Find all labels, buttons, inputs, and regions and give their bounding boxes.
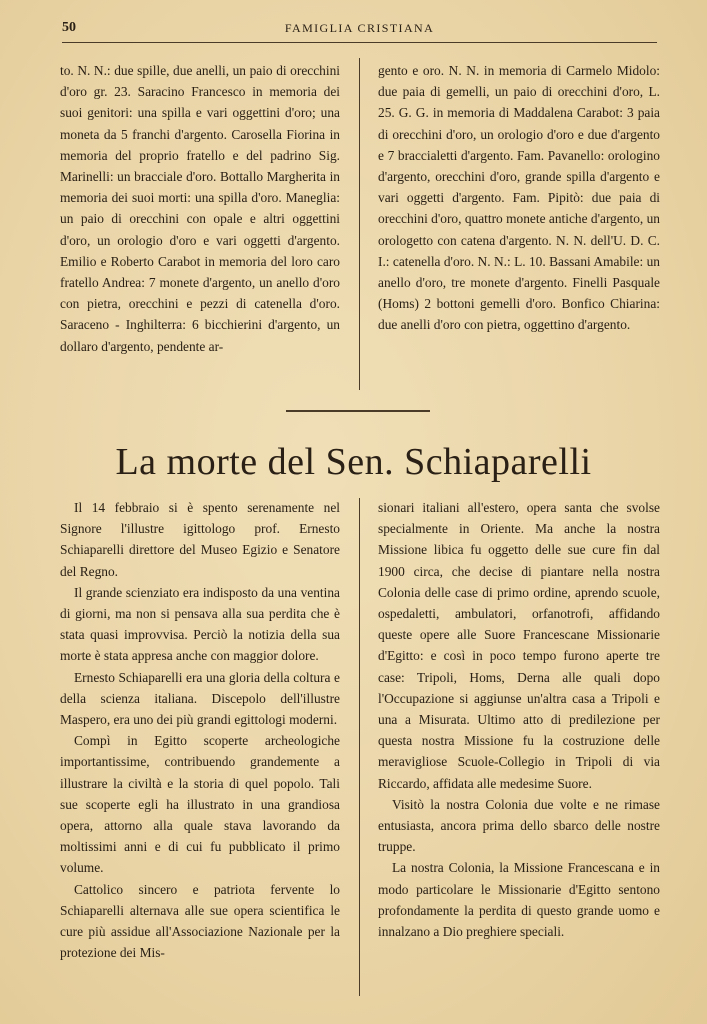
article-paragraph: La nostra Colonia, la Missione Francescana e in modo particolare le Missionarie d'Egitto sentono profondamente la perdita di questo grande uomo e innalzano a Dio preghiere speciali. xyxy=(378,860,660,940)
section-separator xyxy=(286,410,430,412)
article-paragraph: Compì in Egitto scoperte archeologiche importantissime, contribuendo grandemente a illustrare la civiltà e la storia di quel popolo. Tali sue scoperte egli ha illustrato in una grandiosa opera, attorno alla quale stava lavorando da moltissimi anni e di cui fu pubblicato il primo volume. xyxy=(60,733,340,876)
donations-column-left xyxy=(60,60,340,357)
article-paragraph: Il grande scienziato era indisposto da una ventina di giorni, ma non si pensava alla sua perdita che è stata quasi improvvisa. Perciò la notizia della sua morte è stata appresa anche con maggior dolore. xyxy=(60,584,340,664)
running-head: FAMIGLIA CRISTIANA xyxy=(284,21,435,35)
article-paragraph: Cattolico sincero e patriota fervente lo Schiaparelli alternava alle sue opera scientifica le cure più assidue all'Associazione Nazionale per la protezione dei Mis- xyxy=(60,881,340,961)
article-paragraph: sionari italiani all'estero, opera santa che svolse specialmente in Oriente. Ma anche la nostra Missione libica fu oggetto delle sue cure fin dal 1900 circa, che decise di piantare nella nostra Colonia delle case di primo ordine, aprendo scuole, ospedaletti, ambulatori, orfanotrofi, affidando queste opere alle Suore Francescane Missionarie d'Egitto: e così in poco tempo furono aperte tre case: Tripoli, Homs, Derna alle quali dopo l'Occupazione si aggiunse un'altra casa a Tripoli e una a Misurata. Ultimo atto di predilezione per questa nostra Missione fu la costruzione delle meravigliose Scuole-Collegio in Tripoli di via Riccardo, affidata alle medesime Suore. xyxy=(378,500,660,791)
article-column-left xyxy=(60,497,340,963)
donations-text-right: gento e oro. N. N. in memoria di Carmelo Midolo: due paia di gemelli, un paio di orecchini d'oro, L. 25. G. G. in memoria di Maddalena Carabot: 3 paia di orecchini d'oro, un orologio d'oro e due d'argento e 7 braccialetti d'argento. Fam. Pavanello: orologino d'argento, orecchini d'oro, grande spilla d'argento e vari oggetti d'argento. Fam. Pipitò: due paia di orecchini d'oro, quattro monete antiche d'argento, un orologetto con catena d'argento. N. N. dell'U. D. C. I.: catenella d'oro. N. N.: L. 10. Bassani Amabile: un anello d'oro, tre monete d'argento. Finelli Pasquale (Homs) 2 bottoni gemelli d'oro. Bonfico Chiarina: due anelli d'oro con pietra, oggettino d'argento. xyxy=(378,63,660,333)
donations-text-left: to. N. N.: due spille, due anelli, un paio di orecchini d'oro gr. 23. Saracino Francesco in memoria dei suoi genitori: una spilla e vari oggettini d'oro; una moneta da 5 franchi d'argento. Carosella Fiorina in memoria del proprio fratello e del padrino Sig. Marinelli: un bracciale d'oro. Bottallo Margherita in memoria dei suoi morti: una spilla d'oro. Maneglia: un paio di orecchini con opale e altri oggettini d'oro, un orologio d'oro e vari oggetti d'argento. Emilio e Roberto Carabot in memoria del loro caro fratello Andrea: 7 monete d'argento, un anello d'oro con pietra, orecchini e pezzi di catenella d'oro. Saraceno - Inghilterra: 6 bicchierini d'argento, un dollaro d'argento, pendente ar- xyxy=(60,63,340,354)
donations-column-right xyxy=(378,60,660,336)
page-number: 50 xyxy=(62,20,76,35)
column-divider-top xyxy=(359,58,360,390)
page-header xyxy=(62,20,657,43)
article-title: La morte del Sen. Schiaparelli xyxy=(115,441,592,483)
article-paragraph: Il 14 febbraio si è spento serenamente nel Signore l'illustre igittologo prof. Ernesto Schiaparelli direttore del Museo Egizio e Senatore del Regno. xyxy=(60,500,340,579)
article-paragraph: Visitò la nostra Colonia due volte e ne rimase entusiasta, ancora prima dello sbarco delle nostre truppe. xyxy=(378,796,660,855)
article-paragraph: Ernesto Schiaparelli era una gloria della coltura e della scienza italiana. Discepolo dell'illustre Maspero, era uno dei più grandi egittologi moderni. xyxy=(60,669,340,728)
column-divider-bottom xyxy=(359,498,360,996)
article-column-right xyxy=(378,497,660,942)
